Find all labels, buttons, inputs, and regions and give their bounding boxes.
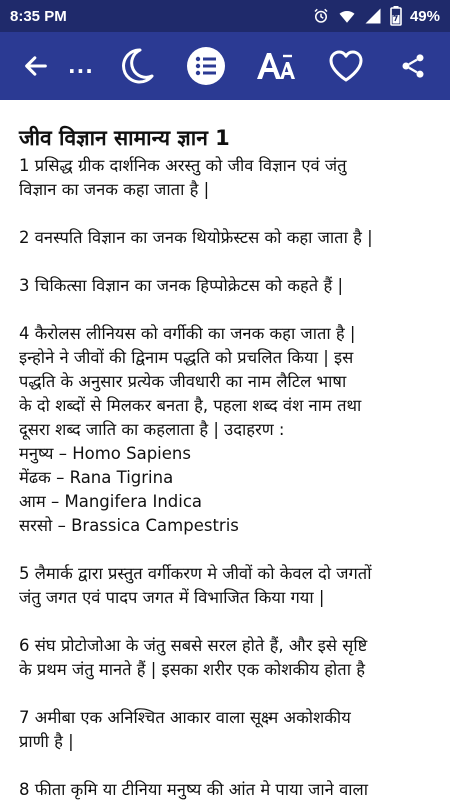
text-line: के प्रथम जंतु मानते हैं | इसका शरीर एक कोशकीय होता है bbox=[19, 660, 365, 679]
toolbar-title: ... bbox=[68, 54, 94, 78]
battery-icon bbox=[390, 6, 402, 26]
example-hindi: सरसो bbox=[19, 516, 53, 535]
example-latin: Mangifera Indica bbox=[64, 492, 203, 511]
text-line: 3 चिकित्सा विज्ञान का जनक हिप्पोक्रेटस को कहते हैं | bbox=[19, 276, 344, 295]
font-size-button[interactable] bbox=[248, 32, 304, 100]
text-line: 2 वनस्पति विज्ञान का जनक थियोफ्रेस्टस को कहा जाता है | bbox=[19, 228, 373, 247]
example-dash: – bbox=[50, 492, 60, 511]
example-hindi: मेंढक bbox=[19, 468, 51, 487]
article-content[interactable] bbox=[0, 100, 450, 800]
paragraph-1 bbox=[19, 154, 436, 202]
article-heading: जीव विज्ञान सामान्य ज्ञान 1 bbox=[19, 126, 230, 150]
status-bar bbox=[0, 0, 450, 32]
heart-icon bbox=[326, 46, 366, 86]
text-line: 4 कैरोलस लीनियस को वर्गीकी का जनक कहा जाता है | bbox=[19, 324, 356, 343]
example-latin: Rana Tigrina bbox=[69, 468, 174, 487]
paragraph-8 bbox=[19, 778, 436, 800]
text-line: पद्धति के अनुसार प्रत्येक जीवधारी का नाम लैटिल भाषा bbox=[19, 372, 347, 391]
example-hindi: मनुष्य bbox=[19, 444, 54, 463]
example-line bbox=[19, 442, 436, 466]
paragraph-4 bbox=[19, 322, 436, 538]
text-line: विज्ञान का जनक कहा जाता है | bbox=[19, 180, 210, 199]
text-line: के दो शब्दों से मिलकर बनता है, पहला शब्द वंश नाम तथा bbox=[19, 396, 362, 415]
paragraph-3 bbox=[19, 274, 436, 298]
back-button[interactable] bbox=[12, 32, 60, 100]
battery-percent: 49% bbox=[409, 7, 440, 25]
text-line: 6 संघ प्रोटोजोआ के जंतु सबसे सरल होते हैं, और इसे सृष्टि bbox=[19, 636, 368, 655]
wifi-icon bbox=[338, 7, 356, 25]
signal-icon bbox=[364, 7, 382, 25]
example-line bbox=[19, 466, 436, 490]
example-dash: – bbox=[58, 444, 67, 463]
example-latin: Homo Sapiens bbox=[72, 444, 191, 463]
text-line: प्राणी है | bbox=[19, 732, 74, 751]
share-icon bbox=[399, 52, 427, 80]
list-icon bbox=[186, 46, 226, 86]
status-time: 8:35 PM bbox=[10, 7, 67, 25]
night-mode-button[interactable] bbox=[108, 32, 164, 100]
chapter-list-button[interactable] bbox=[178, 32, 234, 100]
share-button[interactable] bbox=[388, 32, 438, 100]
paragraph-5 bbox=[19, 562, 436, 610]
paragraph-2 bbox=[19, 226, 436, 250]
example-line bbox=[19, 490, 436, 514]
text-line: 7 अमीबा एक अनिश्चित आकार वाला सूक्ष्म अकोशकीय bbox=[19, 708, 351, 727]
example-dash: – bbox=[57, 516, 66, 535]
text-line: 8 फीता कृमि या टीनिया मनुष्य की आंत मे पाया जाने वाला bbox=[19, 780, 368, 799]
favorite-button[interactable] bbox=[318, 32, 374, 100]
example-latin: Brassica Campestris bbox=[71, 516, 239, 535]
back-arrow-icon bbox=[22, 52, 50, 80]
paragraph-6 bbox=[19, 634, 436, 682]
status-icons bbox=[312, 6, 440, 26]
text-line: दूसरा शब्द जाति का कहलाता है | उदाहरण : bbox=[19, 420, 285, 439]
alarm-icon bbox=[312, 7, 330, 25]
text-line: 5 लैमार्क द्वारा प्रस्तुत वर्गीकरण मे जीवों को केवल दो जगतों bbox=[19, 564, 372, 583]
text-line: 1 प्रसिद्ध ग्रीक दार्शनिक अरस्तु को जीव विज्ञान एवं जंतु bbox=[19, 156, 347, 175]
moon-icon bbox=[116, 46, 156, 86]
font-size-icon bbox=[254, 46, 298, 86]
example-line bbox=[19, 514, 436, 538]
example-hindi: आम bbox=[19, 492, 46, 511]
text-line: इन्होने ने जीवों की द्विनाम पद्धति को प्रचलित किया | इस bbox=[19, 348, 354, 367]
paragraph-7 bbox=[19, 706, 436, 754]
example-dash: – bbox=[56, 468, 65, 487]
text-line: जंतु जगत एवं पादप जगत में विभाजित किया गया | bbox=[19, 588, 325, 607]
app-toolbar bbox=[0, 32, 450, 100]
